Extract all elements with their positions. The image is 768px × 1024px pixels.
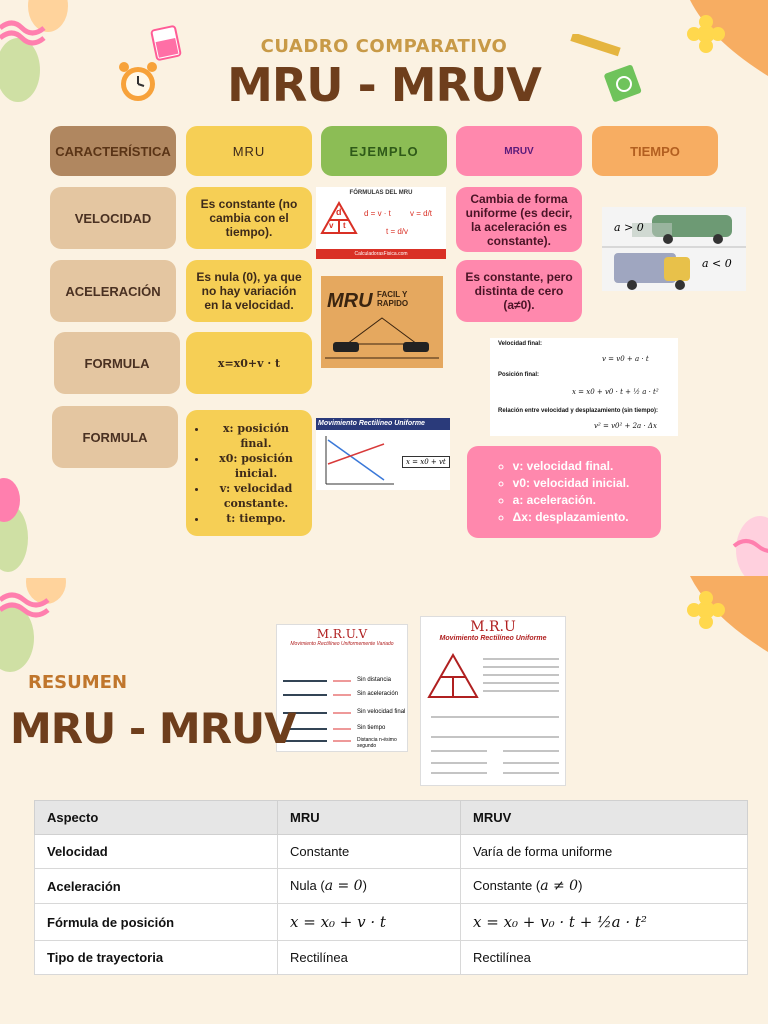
mruv-velocidad-text: Cambia de forma uniforme (es decir, la aceleración es constante). (456, 187, 582, 252)
grid-header-mruv: MRUV (456, 126, 582, 176)
mru-formula-text: x=x0+v · t (186, 332, 312, 394)
mru-variables-list (186, 410, 312, 536)
mov-rect-title: Movimiento Rectilíneo Uniforme (316, 418, 450, 430)
table-cell-mru: Constante (278, 835, 461, 869)
table-row (35, 904, 748, 941)
decor-left-lower-shapes (0, 578, 70, 678)
list-item: ◦ v0: velocidad inicial. (513, 475, 630, 492)
truck-icon (602, 207, 746, 291)
header-subtitle: CUADRO COMPARATIVO (260, 36, 508, 57)
mruv-sheet-r2: Sin aceleración (357, 691, 399, 697)
row-label-velocidad: VELOCIDAD (50, 187, 176, 249)
text-post: ) (578, 878, 583, 893)
mruv-aceleracion-text: Es constante, pero distinta de cero (a≠0). (456, 260, 582, 322)
table-header-row (35, 801, 748, 835)
mruv-sheet-r3: Sin velocidad final (357, 709, 406, 715)
table-cell-aspect: Tipo de trayectoria (35, 941, 278, 975)
formula-d: d = v · t (364, 209, 391, 218)
eq-posicion: x = x0 + v0 · t + ½ a · t² (572, 388, 659, 396)
mru-aceleracion-text: Es nula (0), ya que no hay variación en la velocidad. (186, 260, 312, 322)
table-header-aspecto: Aspecto (35, 801, 278, 835)
math: a = 0 (324, 878, 363, 894)
grid-header-caracteristica: CARACTERÍSTICA (50, 126, 176, 176)
eq-label-relacion: Relación entre velocidad y desplazamiento (sin tiempo): (498, 408, 659, 414)
mruv-variables-list (467, 446, 661, 538)
mruv-sheet-title: M.R.U.V (316, 627, 368, 641)
list-item: • t: tiempo. (208, 511, 304, 526)
eq-velocidad: v = v0 + a · t (602, 355, 649, 363)
label-a-negative: a < 0 (702, 257, 732, 270)
mru-velocidad-text: Es constante (no cambia con el tiempo). (186, 187, 312, 249)
table-cell-aspect: Fórmula de posición (35, 904, 278, 941)
list-item: ◦ v: velocidad final. (513, 458, 630, 475)
eq-label-posicion: Posición final: (498, 372, 540, 378)
mruv-sheet-r1: Sin distancia (357, 677, 392, 683)
label-a-positive: a > 0 (614, 221, 644, 234)
mruv-sheet-r4: Sin tiempo (357, 725, 386, 731)
eq-relacion: v² = v0² + 2a · Δx (594, 422, 657, 430)
formula-t: t = d/v (386, 227, 409, 236)
eq-label-velocidad: Velocidad final: (498, 341, 543, 347)
list-item: ◦ a: aceleración. (513, 492, 630, 509)
movimiento-rectilineo-image (316, 418, 450, 490)
formulas-mru-footer: CalculadorasFisica.com (316, 249, 446, 259)
mruv-variables (499, 458, 630, 526)
summary-table (34, 800, 748, 975)
table-cell-mruv: Rectilínea (461, 941, 748, 975)
table-cell-aspect: Velocidad (35, 835, 278, 869)
mru-facil-badge: FACIL Y RAPIDO (377, 290, 409, 308)
page-title: MRU - MRUV (227, 58, 541, 112)
tri-t: t (343, 221, 346, 230)
list-item: • x0: posición inicial. (208, 451, 304, 481)
table-cell-mruv: Varía de forma uniforme (461, 835, 748, 869)
grid-header-ejemplo: EJEMPLO (321, 126, 447, 176)
table-cell-aspect: Aceleración (35, 869, 278, 904)
mru-facil-rapido-image (321, 276, 443, 368)
table-header-mruv: MRUV (461, 801, 748, 835)
resumen-label: RESUMEN (28, 672, 128, 693)
list-item: • v: velocidad constante. (208, 481, 304, 511)
mov-rect-eq: x = x0 + vt (402, 456, 450, 468)
row-label-formula-2: FORMULA (52, 406, 178, 468)
tri-v: v (329, 221, 334, 230)
table-row (35, 941, 748, 975)
decor-right-lower-shapes (680, 576, 768, 666)
text-pre: Nula ( (290, 878, 325, 893)
text-post: ) (362, 878, 367, 893)
mru-sheet-title: M.R.U (470, 619, 516, 635)
trucks-acceleration-image (602, 207, 746, 291)
table-cell-mruv (461, 869, 748, 904)
table-cell-mru (278, 869, 461, 904)
table-cell-mruv: x = x₀ + v₀ · t + ½a · t² (461, 904, 748, 941)
formula-v: v = d/t (410, 209, 433, 218)
mruv-sheet-subtitle: Movimiento Rectilíneo Uniformemente Variado (290, 641, 394, 647)
mru-sheet-subtitle: Movimiento Rectilíneo Uniforme (439, 635, 547, 642)
mru-variables (194, 421, 304, 526)
graph-icon (320, 434, 396, 488)
grid-header-tiempo: TIEMPO (592, 126, 718, 176)
grid-header-mru: MRU (186, 126, 312, 176)
formula-triangle-icon (427, 653, 563, 781)
text-pre: Constante ( (473, 878, 541, 893)
list-item: • x: posición final. (208, 421, 304, 451)
math: a ≠ 0 (540, 878, 579, 894)
mru-sheet-image (420, 616, 566, 786)
table-row (35, 869, 748, 904)
table-cell-mru: x = x₀ + v · t (278, 904, 461, 941)
mru-facil-title: MRU (327, 290, 373, 312)
formulas-mru-title: FÓRMULAS DEL MRU (349, 190, 413, 196)
cars-icon (325, 316, 439, 366)
decor-left-middle-shapes (0, 470, 40, 580)
mruv-sheet-r5: Distancia n-ésimo segundo (357, 737, 397, 749)
tri-d: d (336, 207, 342, 217)
list-item: ◦ Δx: desplazamiento. (513, 509, 630, 526)
table-row (35, 835, 748, 869)
resumen-title: MRU - MRUV (10, 704, 296, 753)
row-label-aceleracion: ACELERACIÓN (50, 260, 176, 322)
row-label-formula-1: FORMULA (54, 332, 180, 394)
table-cell-mru: Rectilínea (278, 941, 461, 975)
mruv-equations-image (490, 338, 678, 436)
formulas-mru-image (316, 187, 446, 259)
table-header-mru: MRU (278, 801, 461, 835)
